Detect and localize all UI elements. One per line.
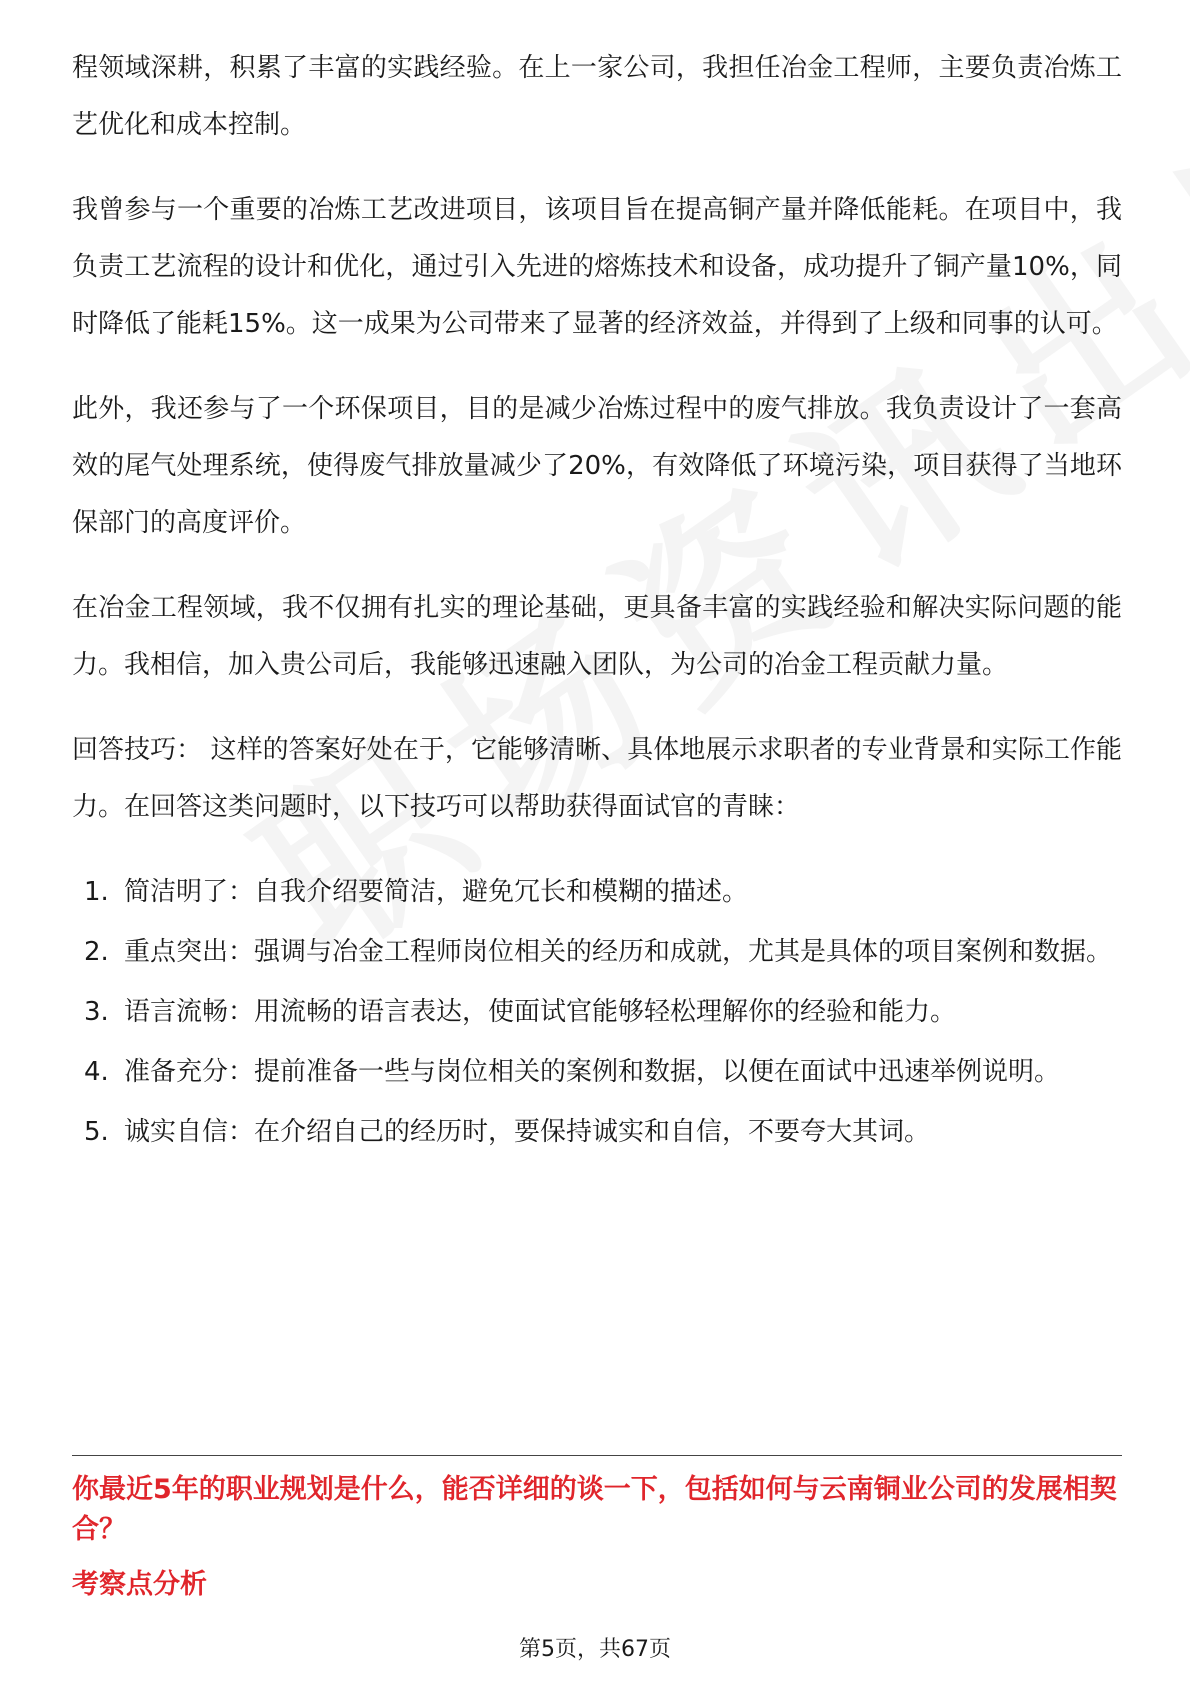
paragraph-environmental-project: 此外，我还参与了一个环保项目，目的是减少冶炼过程中的废气排放。我负责设计了一套高效的尾气处理系统，使得废气排放量减少了20%，有效降低了环境污染，项目获得了当地环保部门的高度评价。 xyxy=(72,394,1122,538)
list-text: 重点突出：强调与冶金工程师岗位相关的经历和成就，尤其是具体的项目案例和数据。 xyxy=(124,937,1113,967)
list-item xyxy=(72,924,1122,981)
page-number: 第5页，共67页 xyxy=(519,1637,671,1662)
list-text: 语言流畅：用流畅的语言表达，使面试官能够轻松理解你的经验和能力。 xyxy=(124,997,957,1027)
paragraph-answer-tips: 回答技巧： 这样的答案好处在于，它能够清晰、具体地展示求职者的专业背景和实际工作能力。在回答这类问题时，以下技巧可以帮助获得面试官的青睐： xyxy=(72,735,1122,822)
list-item xyxy=(72,864,1122,921)
paragraph-project-experience: 我曾参与一个重要的冶炼工艺改进项目，该项目旨在提高铜产量并降低能耗。在项目中，我负责工艺流程的设计和优化，通过引入先进的熔炼技术和设备，成功提升了铜产量10%，同时降低了能耗15%。这一成果为公司带来了显著的经济效益，并得到了上级和同事的认可。 xyxy=(72,195,1122,339)
paragraph-intro-continued: 程领域深耕，积累了丰富的实践经验。在上一家公司，我担任冶金工程师，主要负责冶炼工艺优化和成本控制。 xyxy=(72,53,1122,140)
list-item xyxy=(72,1044,1122,1101)
list-number: 4. xyxy=(84,1057,109,1087)
list-item xyxy=(72,1104,1122,1161)
list-item xyxy=(72,984,1122,1041)
section-subheading: 考察点分析 xyxy=(72,1569,207,1600)
list-text: 简洁明了：自我介绍要简洁，避免冗长和模糊的描述。 xyxy=(124,877,749,907)
list-number: 3. xyxy=(84,997,109,1027)
interview-question: 你最近5年的职业规划是什么，能否详细的谈一下，包括如何与云南铜业公司的发展相契合？ xyxy=(72,1474,1117,1545)
list-number: 2. xyxy=(84,937,109,967)
tips-list xyxy=(72,864,1122,1161)
list-number: 1. xyxy=(84,877,109,907)
list-text: 诚实自信：在介绍自己的经历时，要保持诚实和自信，不要夸大其词。 xyxy=(124,1117,931,1147)
list-text: 准备充分：提前准备一些与岗位相关的案例和数据，以便在面试中迅速举例说明。 xyxy=(124,1057,1061,1087)
list-number: 5. xyxy=(84,1117,109,1147)
section-divider xyxy=(72,1455,1122,1456)
page-content xyxy=(72,40,1122,1164)
paragraph-summary: 在冶金工程领域，我不仅拥有扎实的理论基础，更具备丰富的实践经验和解决实际问题的能力。我相信，加入贵公司后，我能够迅速融入团队，为公司的冶金工程贡献力量。 xyxy=(72,593,1122,680)
